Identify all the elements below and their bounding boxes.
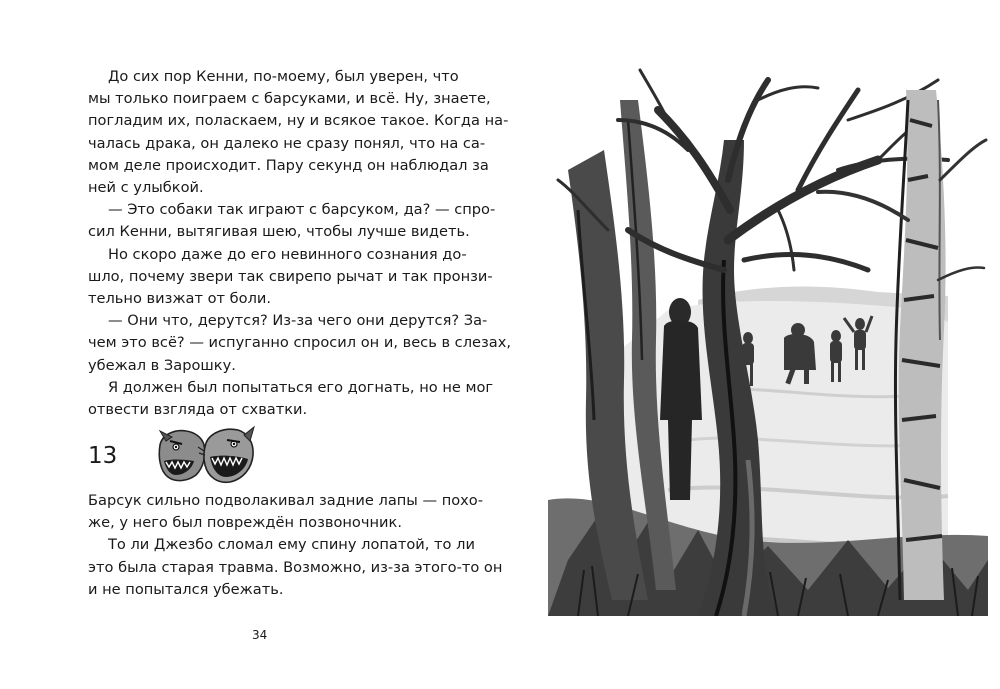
paragraph [88,244,493,311]
paragraph [88,490,483,534]
text-line: погладим их, поласкаем, ну и всякое такое. Когда на- [88,112,509,130]
dog-heads-icon [154,425,258,487]
paragraph [88,199,496,243]
text-line: Я должен был попытаться его догнать, но не мог [108,378,494,396]
text-line: шло, почему звери так свирепо рычат и так пронзи- [88,267,493,285]
text-line: это была старая травма. Возможно, из-за этого-то он [88,558,503,576]
text-line: отвести взгляда от схватки. [88,401,308,419]
page-number: 34 [252,628,268,642]
text-line: — Это собаки так играют с барсуком, да? — спро- [108,201,496,219]
text-line: и не попытался убежать. [88,580,284,598]
text-line: ней с улыбкой. [88,179,204,197]
text-line: Но скоро даже до его невинного сознания до- [108,245,467,263]
right-page [500,0,1000,689]
text-line: То ли Джезбо сломал ему спину лопатой, то ли [108,536,475,554]
text-line: мы только поиграем с барсуками, и всё. Ну, знаете, [88,90,491,108]
chapter-heading [88,425,258,487]
text-block-bottom [88,490,503,601]
text-line: чалась драка, он далеко не сразу понял, что на са- [88,134,486,152]
text-line: сил Кенни, вытягивая шею, чтобы лучше видеть. [88,223,470,241]
paragraph [88,377,494,421]
paragraph [88,66,509,199]
text-line: — Они что, дерутся? Из-за чего они дерутся? За- [108,312,488,330]
text-block-top [88,66,511,421]
text-line: чем это всё? — испуганно спросил он и, весь в слезах, [88,334,511,352]
chapter-number: 13 [88,443,118,469]
paragraph [88,534,503,601]
text-line: Барсук сильно подволакивал задние лапы — похо- [88,492,483,509]
paragraph [88,310,511,377]
text-line: тельно визжат от боли. [88,290,272,308]
text-line: До сих пор Кенни, по-моему, был уверен, что [108,68,459,85]
text-line: убежал в Зарошку. [88,356,236,374]
text-line: мом деле происходит. Пару секунд он наблюдал за [88,156,489,174]
text-line: же, у него был повреждён позвоночник. [88,514,402,532]
forest-scene-illustration [548,60,988,616]
